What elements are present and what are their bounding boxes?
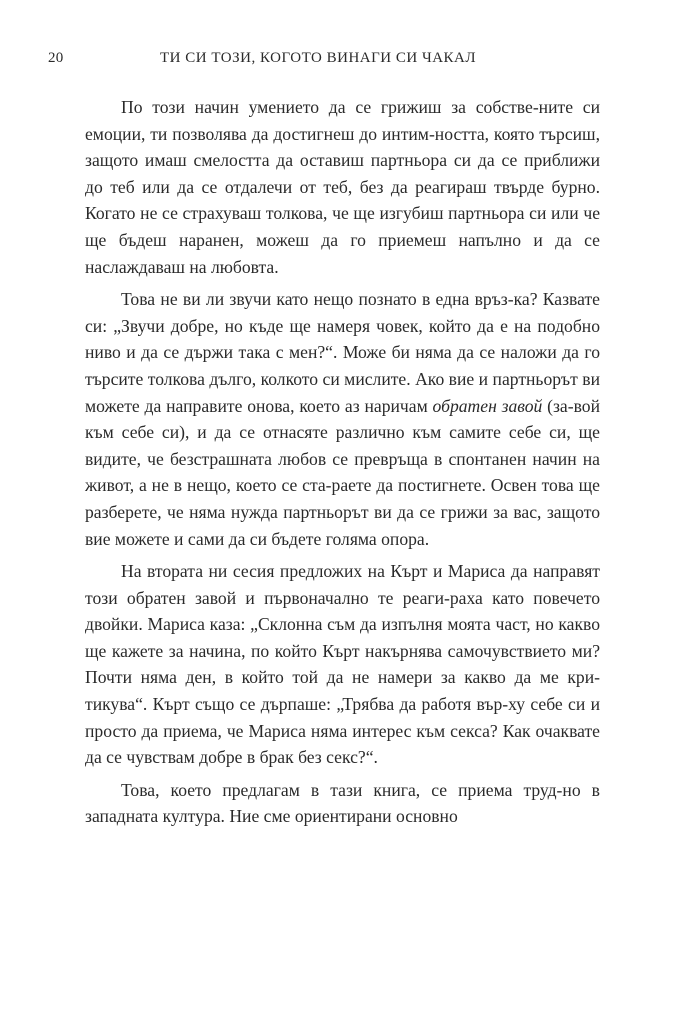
paragraph: Това, което предлагам в тази книга, се приема труд-но в западната култура. Ние сме ориентирани основно [85,779,600,827]
body-text [85,94,600,830]
italic-term: обратен завой [432,395,543,416]
paragraph [85,286,600,552]
paragraph-text: (за-вой към себе си), и да се отнасяте различно към самите себе си, ще видите, че безстрашната любов се превръща в спонтанен начин на живот, а не в нещо, което се ста-раете да постигнете. Освен това ще разберете, че няма нужда партньорът ви да се грижи за вас, защото вие можете и сами да си бъдете голяма опора. [85,395,601,549]
page-number: 20 [48,50,64,66]
paragraph: На втората ни сесия предложих на Кърт и Мариса да направят този обратен завой и първоначално те реаги-раха като повечето двойки. Мариса каза: „Склонна съм да изпълня моята част, но какво ще кажете за начина, по който Кърт накърнява самочувствието ми? Почти няма ден, в който той да не намери за какво да ме кри-тикува“. Кърт също се дърпаше: „Трябва да работя вър-ху себе си и просто да приема, че Мариса няма интерес към секса? Как очаквате да се чувствам добре в брак без секс?“. [85,561,600,768]
paragraph-text: Това не ви ли звучи като нещо познато в една връз-ка? Казвате си: „Звучи добре, но къде ще намеря човек, който да е на подобно ниво и да се държи така с мен?“. Може би няма да се наложи да го търсите толкова дълго, колкото си мислите. Ако вие и партньорът ви можете да направите онова, което аз наричам [85,289,600,416]
running-header [48,50,588,74]
paragraph: По този начин умението да се грижиш за собстве-ните си емоции, ти позволява да достигнеш до интим-ността, която търсиш, защото имаш смелостта да оставиш партньора си да се приближи до теб или да се отдалечи от теб, без да реагираш твърде бурно. Когато не се страхуваш толкова, че ще изгубиш партньора си или че ще бъдеш наранен, можеш да го приемеш напълно и да се наслаждаваш на любовта. [85,97,600,277]
running-title: ТИ СИ ТОЗИ, КОГОТО ВИНАГИ СИ ЧАКАЛ [160,50,477,66]
